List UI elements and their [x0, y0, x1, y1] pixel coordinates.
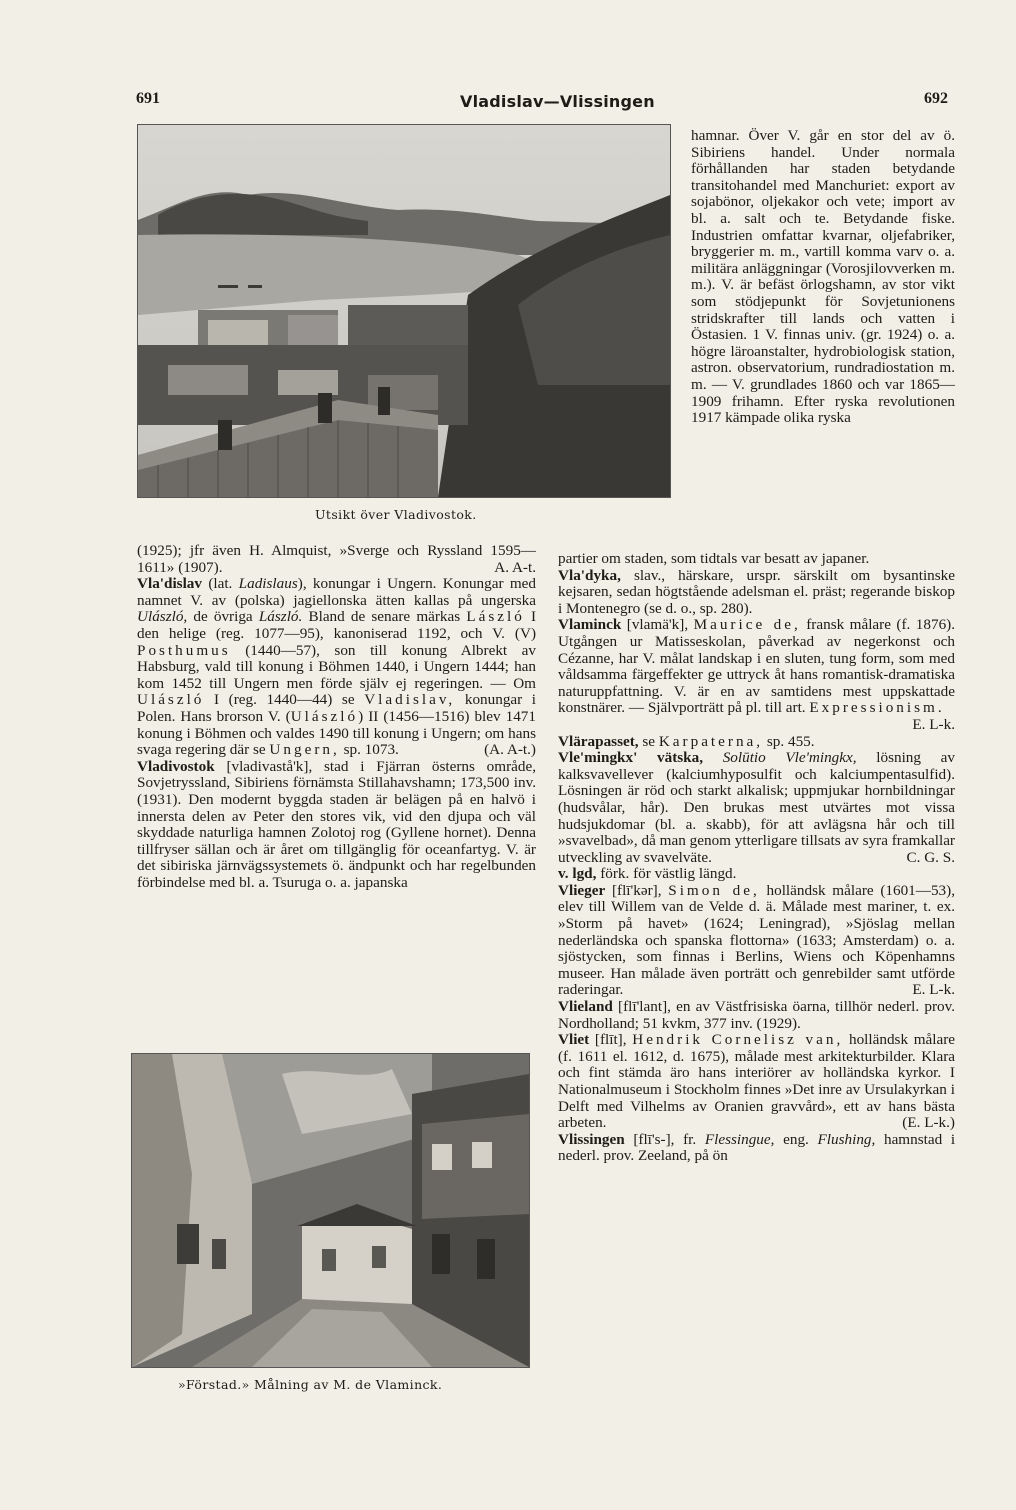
vladislav-text: sp. 1073. — [343, 741, 399, 759]
vlaminck-headword: Vlaminck — [558, 616, 622, 634]
vlaminck-reference: Expressionism. — [809, 699, 945, 717]
vlieland-entry — [558, 999, 955, 1032]
vlemingkx-text: lösning av kalksvavellever (kalciumhyposulfit och kalciumpentasulfid). Lösningen är röd och starkt alkalisk; uppmjukar hornbildningar (hudsvålar, hår). Den brukas mest utvärtes mot vissa hudsjukdomar (bl. a. skabb), för att avlägsna hår och till »svavelbad», då man genom ytterligare tillsats av syra framkallar utveckling av svavelväte. — [558, 749, 955, 866]
vladyka-text: slav., härskare, urspr. särskilt om bysantinske kejsaren, sedan högtstående adelsman el. präst; regerande biskop i Montenegro (se d. o., sp. 280). — [558, 566, 955, 617]
page-number-left: 691 — [136, 90, 160, 107]
vlgd-text: förk. för västlig längd. — [600, 865, 737, 883]
almquist-signature: A. A-t. — [494, 558, 536, 576]
vlemingkx-entry — [558, 750, 955, 866]
vlissingen-text: [flī's-], fr. — [633, 1130, 697, 1148]
page-number-right: 692 — [924, 90, 948, 107]
vlaminck-painting — [131, 1053, 530, 1368]
vladislav-entry — [137, 576, 536, 759]
vlarapasset-text: sp. 455. — [766, 732, 815, 750]
vladivostok-caption: Utsikt över Vladivostok. — [315, 507, 477, 522]
vlaminck-text: fransk målare (f. 1876). Utgången ur Matisseskolan, påverkad av negerkonst och Cézanne, har V. målat landskap i en sluten, tung form, som med våldsamma färgeffekter ge uttryck åt hans romantisk-dramatiska naturuppfattning. V. är en av samtidens mest uppskattade konstnärer. — Självporträtt på pl. till art. — [558, 616, 956, 717]
vladislav-text: I (reg. 1440—44) se — [214, 691, 355, 709]
vladislav-headword: Vla'dislav — [137, 575, 202, 593]
vladivostok-photo-illustration — [138, 125, 670, 497]
vlieger-signature: E. L-k. — [912, 981, 955, 999]
vladislav-spaced-name: László — [466, 608, 525, 626]
vladivostok-headword: Vladivostok — [137, 757, 215, 775]
vladislav-latin: Ladislaus — [238, 575, 298, 593]
vladislav-spaced-name: Posthumus — [137, 641, 231, 659]
vlarapasset-text: se — [642, 732, 656, 750]
vladyka-headword: Vla'dyka, — [558, 566, 621, 584]
vlieger-entry — [558, 883, 955, 999]
vladislav-text: (lat. — [208, 575, 233, 593]
vliet-text: holländsk målare (f. 1611 el. 1612, d. 1675), målade mest arkitekturbilder. Klara och fint stämda äro hans interiörer av holländska kyrkor. I Nationalmuseum i Stockholm finnes »Det inre av Ursulakyrkan i Delft med Vilhelms av Oranien gravvård», ett av hans bästa arbeten. — [558, 1031, 956, 1132]
vlaminck-caption: »Förstad.» Målning av M. de Vlaminck. — [178, 1377, 443, 1392]
vlieger-headword: Vlieger — [558, 881, 606, 899]
vladivostok-photo — [137, 124, 671, 498]
vlissingen-french: Flessingue, — [704, 1130, 775, 1148]
vladislav-signature: (A. A-t.) — [484, 741, 536, 759]
vlaminck-signature: E. L-k. — [912, 715, 955, 733]
vladislav-text: Bland de senare märkas — [308, 608, 461, 626]
vliet-entry — [558, 1032, 955, 1132]
vlaminck-text: [vlamä'k], — [626, 616, 689, 634]
vlissingen-text: hamnstad i nederl. prov. Zeeland, på ön — [558, 1130, 956, 1165]
running-header — [0, 90, 1016, 116]
vlgd-headword: v. lgd, — [558, 865, 597, 883]
vlemingkx-headword: Vle'mingkx' vätska, — [558, 749, 703, 767]
vlissingen-headword: Vlissingen — [558, 1130, 625, 1148]
vladislav-text: de övriga — [193, 608, 253, 626]
vlaminck-entry — [558, 616, 956, 733]
almquist-reference: (1925); jfr även H. Almquist, »Sverge och Ryssland 1595—1611» (1907). — [137, 542, 536, 576]
vlissingen-text: eng. — [783, 1130, 809, 1148]
vlissingen-entry — [558, 1132, 955, 1165]
vladyka-entry — [558, 568, 955, 618]
vladislav-text: konungar i Polen. Hans brorson V. ( — [137, 691, 537, 725]
vladivostok-text: [vladivastå'k], stad i Fjärran österns område, Sovjetryssland, Sibiriens förnämsta Stillahavshamn; 173,500 inv. (1931). Den modernt byggda staden är belägen på en halvö i innersta delen av Peter den stores vik, vid den djupa och väl skyddade naturliga hamnen Zolotoj rog (Gyllene hornet). Denna tillfryser sällan och är året om tillgänglig för oceanfartyg. V. är det sibiriska järnvägssystemets ö. ändpunkt och har regelbunden förbindelse med bl. a. Tsuruga o. a. japanska — [137, 757, 536, 891]
running-title: Vladislav—Vlissingen — [460, 92, 655, 111]
vladivostok-entry — [137, 759, 536, 892]
vlarapasset-entry — [558, 734, 955, 751]
vliet-headword: Vliet — [558, 1031, 590, 1049]
vlgd-entry — [558, 866, 955, 883]
vladislav-spaced-name: Ulászló — [290, 707, 359, 725]
vladislav-text: ) II (1456—1516) blev 1471 konung i Böhmen och valdes 1490 till konung i Ungern; om hans svaga regering där se — [137, 707, 536, 759]
vladislav-term: Ulászló, — [137, 608, 188, 626]
vlemingkx-latin: Solūtio Vle'mingkx, — [722, 749, 857, 767]
vlieger-text: [flī'kər], — [611, 881, 662, 899]
vladislav-term: László. — [258, 608, 303, 626]
vladislav-spaced-name: Ulászló — [137, 691, 205, 709]
vlieger-spaced-name: Simon de, — [668, 881, 760, 899]
vliet-signature: (E. L-k.) — [902, 1114, 955, 1132]
vladislav-text: (1440—57), son till konung Albrekt av Habsburg, vald till konung i Böhmen 1440, i Ungern 1444; han kom 1452 till Ungern men förde själv ej regeringen. — Om — [137, 641, 537, 692]
vlieger-text: holländsk målare (1601—53), elev till Willem van de Velde d. ä. Målade mest mariner, t. ex. »Storm på havet» (1624; Leningrad), »Sjöslag mellan nederländska och spanska flottorna» (1633; Amsterdam) o. a. sjöstycken, som finnas i Berlins, Wiens och Köpenhamns museer. Han målade även porträtt och genrebilder samt utförde raderingar. — [558, 881, 956, 999]
right-column-narrow — [691, 128, 955, 427]
vlieland-headword: Vlieland — [558, 998, 613, 1016]
almquist-entry — [137, 543, 536, 576]
vliet-text: [flīt], — [594, 1031, 627, 1049]
vlemingkx-signature: C. G. S. — [906, 848, 955, 866]
vladislav-text: ), konungar i Ungern. Konungar med namnet V. av (polska) jagiellonska ätten kallas på ungerska — [137, 575, 536, 609]
vlarapasset-reference: Karpaterna, — [658, 732, 764, 750]
vladislav-text: I den helige (reg. 1077—95), kanoniserad 1192, och V. (V) — [137, 608, 537, 642]
left-column — [137, 543, 536, 891]
vlissingen-english: Flushing, — [817, 1130, 876, 1148]
right-column — [558, 551, 955, 1165]
vlieland-text: [flī'lant], en av Västfrisiska öarna, tillhör nederl. prov. Nordholland; 51 kvkm, 377 inv. (1929). — [558, 998, 955, 1032]
vladislav-spaced-name: Vladislav, — [364, 691, 456, 709]
vladislav-spaced-name: Ungern, — [269, 741, 340, 759]
vliet-spaced-name: Hendrik Cornelisz van, — [632, 1031, 844, 1049]
vladivostok-conclusion: partier om staden, som tidtals var besatt av japaner. — [558, 550, 870, 567]
vlaminck-painting-illustration — [132, 1054, 529, 1367]
vladivostok-continuation: hamnar. Över V. går en stor del av ö. Sibiriens handel. Under normala förhållanden har staden betydande transitohandel med Manchuriet: export av sojabönor, oljekakor och vete; import av bl. a. salt och te. Betydande fiske. Industrien omfattar kvarnar, oljefabriker, bryggerier m. m., vartill komma varv o. a. militära anläggningar (Vorosjilovverken m. m.). V. är befäst örlogshamn, av stor vikt som stödjepunkt för Sovjetunionens stridskrafter till lands och vatten i Östasien. 1 V. finnas univ. (gr. 1924) o. a. högre läroanstalter, hydrobiologisk station, astron. observatorium, rundradiostation m. m. — V. grundlades 1860 och var 1865—1909 frihamn. Efter ryska revolutionen 1917 kämpade olika ryska — [691, 127, 955, 427]
vlaminck-spaced-name: Maurice de, — [693, 616, 801, 634]
vlarapasset-headword: Vlärapasset, — [558, 732, 639, 750]
